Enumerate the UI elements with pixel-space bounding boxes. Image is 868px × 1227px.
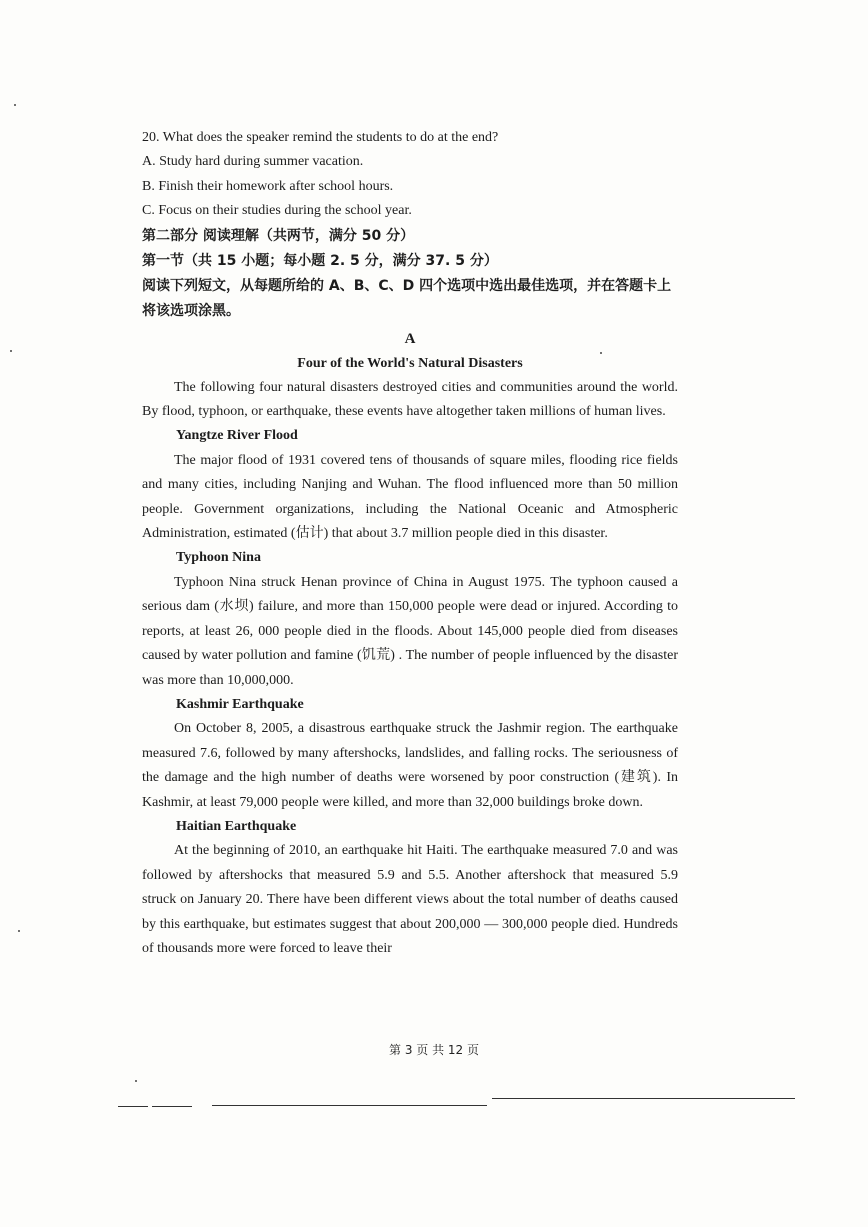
scan-speck (10, 350, 12, 352)
section-heading: Typhoon Nina (176, 550, 261, 566)
option-b: B. Finish their homework after school hours. (142, 178, 394, 194)
section-text: On October 8, 2005, a disastrous earthquake struck the Jashmir region. The earthquake measured 7.6, followed by many aftershocks, landslides, and falling rocks. The seriousness of the damage and the high number of deaths were worsened by poor construction (建筑). In Kashmir, at least 79,000 people were killed, and more than 32,000 buildings broke down. (142, 721, 678, 810)
scan-speck (18, 930, 20, 932)
section-text: At the beginning of 2010, an earthquake hit Haiti. The earthquake measured 7.0 and was followed by aftershocks that measured 5.9 and 5.5. Another aftershock that measured 5.9 struck on January 20. There have been different views about the total number of deaths caused by this earthquake, but estimates suggest that about 200,000 — 300,000 people died. Hundreds of thousands more were forced to leave their (142, 843, 678, 956)
passage-intro: The following four natural disasters destroyed cities and communities around the world. By flood, typhoon, or earthquake, these events have altogether taken millions of human lives. (142, 379, 678, 420)
section-text: Typhoon Nina struck Henan province of China in August 1975. The typhoon caused a serious dam (水坝) failure, and more than 150,000 people were dead or injured. According to reports, at least 26, 000 people died in the floods. About 145,000 people died from diseases caused by water pollution and famine (饥荒) . The number of people influenced by the disaster was more than 10,000,000. (142, 574, 678, 688)
scan-speck (14, 104, 16, 106)
section-heading: Kashmir Earthquake (176, 696, 304, 712)
question-stem: 20. What does the speaker remind the students to do at the end? (142, 130, 499, 145)
section-heading: Haitian Earthquake (176, 818, 297, 834)
footer-rule (152, 1106, 192, 1107)
sub-title: 第一节（共 15 小题；每小题 2. 5 分，满分 37. 5 分） (142, 252, 498, 269)
footer-rule (118, 1106, 148, 1107)
part-title: 第二部分 阅读理解（共两节，满分 50 分） (142, 227, 415, 244)
passage-letter: A (404, 330, 416, 347)
instruction: 阅读下列短文，从每题所给的 A、B、C、D 四个选项中选出最佳选项，并在答题卡上将该选项涂黑。 (142, 277, 672, 319)
footer-rule (492, 1098, 795, 1099)
scan-speck (135, 1080, 137, 1082)
section-heading: Yangtze River Flood (176, 428, 298, 444)
option-c: C. Focus on their studies during the school year. (142, 203, 412, 219)
passage-title: Four of the World's Natural Disasters (297, 355, 523, 371)
footer-rule (212, 1105, 487, 1106)
page-content (142, 126, 678, 961)
page-number: 第 3 页 共 12 页 (389, 1043, 479, 1057)
section-text: The major flood of 1931 covered tens of thousands of square miles, flooding rice fields and many cities, including Nanjing and Wuhan. The flood influenced more than 50 million people. Government organizations, including the National Oceanic and Atmospheric Administration, estimated (估计) that about 3.7 million people died in this disaster. (142, 452, 678, 542)
option-a: A. Study hard during summer vacation. (142, 154, 364, 170)
